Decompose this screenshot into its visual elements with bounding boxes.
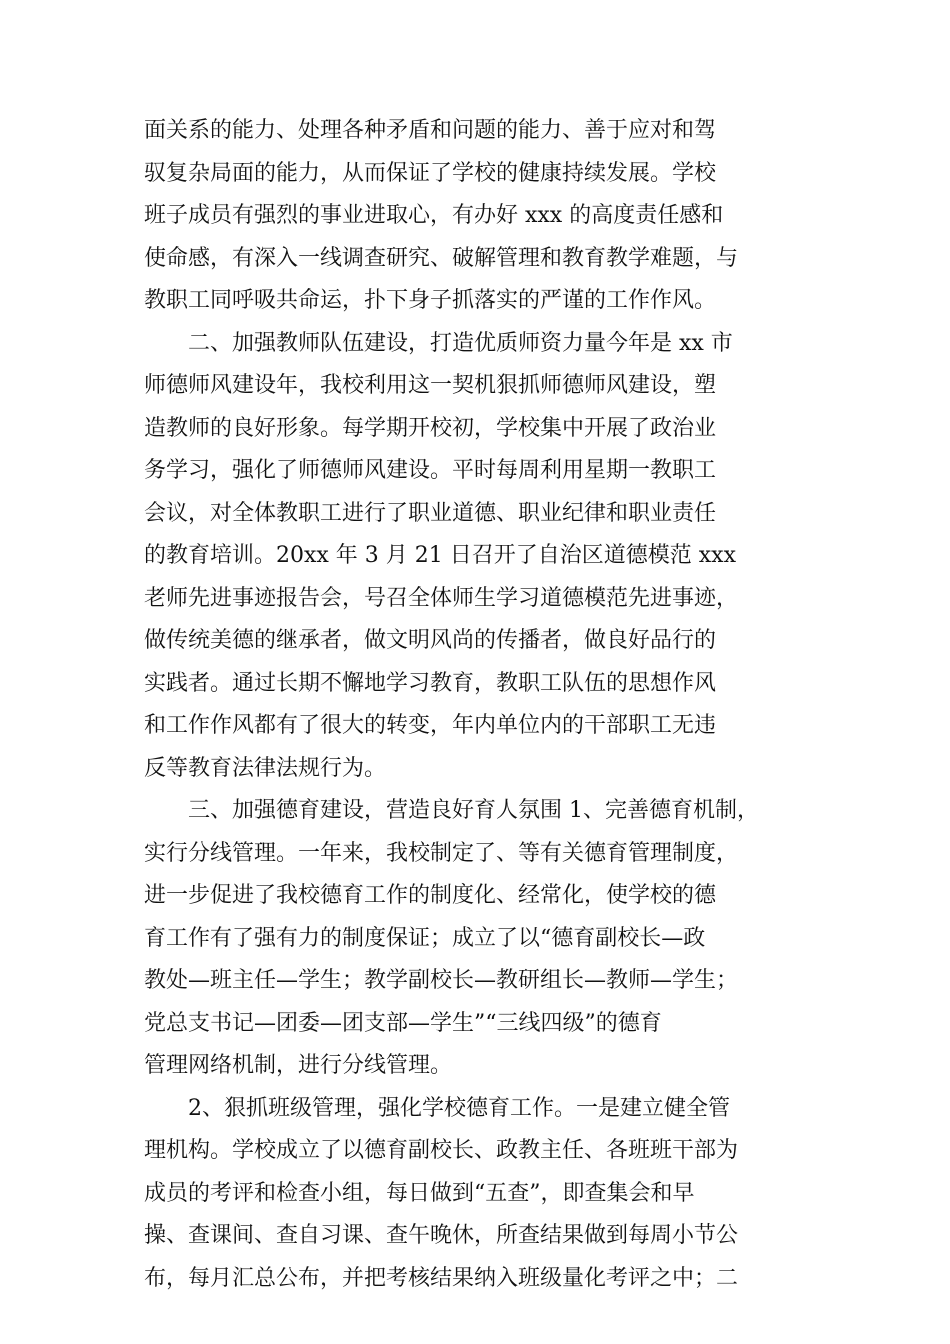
paragraph-3-line-6: 党总支书记—团委—团支部—学生”“三线四级”的德育 [144,1010,662,1036]
paragraph-2-line-2: 师德师风建设年，我校利用这一契机狠抓师德师风建设，塑 [144,373,717,398]
paragraph-2-line-7: 老师先进事迹报告会，号召全体师生学习道德模范先进事迹， [144,585,739,611]
paragraph-2-line-6: 的教育培训。20xx 年 3 月 21 日召开了自治区道德模范 xxx [144,543,736,568]
paragraph-2-line-10: 和工作作风都有了很大的转变，年内单位内的干部职工无违 [144,713,717,738]
paragraph-2-line-5: 会议，对全体教职工进行了职业道德、职业纪律和职业责任 [144,500,717,526]
document-body [144,110,808,1300]
paragraph-1-line-2: 驭复杂局面的能力，从而保证了学校的健康持续发展。学校 [144,160,717,186]
paragraph-2-line-8: 做传统美德的继承者，做文明风尚的传播者，做良好品行的 [144,628,717,653]
paragraph-3-line-7: 管理网络机制，进行分线管理。 [144,1053,453,1078]
paragraph-1-line-1: 面关系的能力、处理各种矛盾和问题的能力、善于应对和驾 [144,118,717,143]
paragraph-4-line-3: 成员的考评和检查小组，每日做到“五查”，即查集会和早 [144,1180,695,1206]
paragraph-3-line-3: 进一步促进了我校德育工作的制度化、经常化，使学校的德 [144,883,717,908]
paragraph-1-line-3: 班子成员有强烈的事业进取心，有办好 xxx 的高度责任感和 [144,203,724,228]
paragraph-3-line-4: 育工作有了强有力的制度保证；成立了以“德育副校长—政 [144,925,706,951]
paragraph-2-line-11: 反等教育法律法规行为。 [144,755,387,781]
paragraph-3-line-1: 三、加强德育建设，营造良好育人氛围 1、完善德育机制， [188,798,759,823]
paragraph-2-line-9: 实践者。通过长期不懈地学习教育，教职工队伍的思想作风 [144,670,717,696]
paragraph-4-line-5: 布，每月汇总公布，并把考核结果纳入班级量化考评之中；二 [144,1265,739,1291]
paragraph-2-line-4: 务学习，强化了师德师风建设。平时每周利用星期一教职工 [144,458,717,483]
paragraph-1-line-4: 使命感，有深入一线调查研究、破解管理和教育教学难题，与 [144,245,739,271]
paragraph-2-line-1: 二、加强教师队伍建设，打造优质师资力量今年是 xx 市 [188,330,733,356]
paragraph-3-line-5: 教处—班主任—学生；教学副校长—教研组长—教师—学生； [144,968,739,993]
paragraph-1-line-5: 教职工同呼吸共命运，扑下身子抓落实的严谨的工作作风。 [144,288,717,313]
paragraph-2-line-3: 造教师的良好形象。每学期开校初，学校集中开展了政治业 [144,415,717,441]
paragraph-3-line-2: 实行分线管理。一年来，我校制定了、等有关德育管理制度， [144,840,739,866]
paragraph-4-line-1: 2、狠抓班级管理，强化学校德育工作。一是建立健全管 [188,1095,730,1121]
paragraph-4-line-2: 理机构。学校成立了以德育副校长、政教主任、各班班干部为 [144,1138,739,1163]
paragraph-4-line-4: 操、查课间、查自习课、查午晚休，所查结果做到每周小节公 [144,1223,739,1248]
